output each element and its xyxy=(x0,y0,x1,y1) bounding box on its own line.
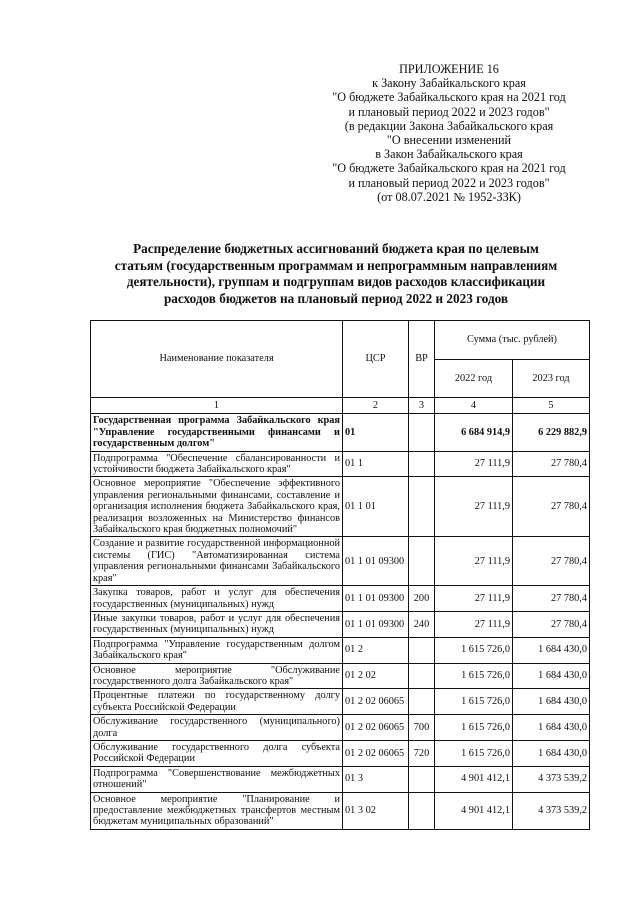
column-number: 2 xyxy=(343,398,409,414)
header-2023: 2023 год xyxy=(513,360,590,398)
appendix-line: ПРИЛОЖЕНИЕ 16 xyxy=(399,62,499,76)
row-2022-cell: 1 615 726,0 xyxy=(435,637,513,663)
row-csr-cell: 01 3 xyxy=(343,766,409,792)
row-2023-cell: 1 684 430,0 xyxy=(513,740,590,766)
row-2022-cell: 1 615 726,0 xyxy=(435,663,513,689)
row-2022-cell: 4 901 412,1 xyxy=(435,766,513,792)
row-name-cell: Подпрограмма "Совершенствование межбюджетных отношений" xyxy=(91,766,343,792)
row-vr-cell xyxy=(409,537,435,586)
row-name-cell: Процентные платежи по государственному долгу субъекта Российской Федерации xyxy=(91,689,343,715)
row-csr-cell: 01 1 xyxy=(343,451,409,477)
header-csr: ЦСР xyxy=(343,321,409,398)
row-2023-cell: 27 780,4 xyxy=(513,451,590,477)
title-line: Распределение бюджетных ассигнований бюджета края по целевым xyxy=(133,241,539,256)
row-2022-cell: 27 111,9 xyxy=(435,477,513,537)
row-2022-cell: 27 111,9 xyxy=(435,537,513,586)
row-vr-cell: 200 xyxy=(409,586,435,612)
row-name-cell: Иные закупки товаров, работ и услуг для обеспечения государственных (муниципальных) нужд xyxy=(91,611,343,637)
row-name-cell: Подпрограмма "Управление государственным долгом Забайкальского края" xyxy=(91,637,343,663)
row-name-cell: Закупка товаров, работ и услуг для обеспечения государственных (муниципальных) нужд xyxy=(91,586,343,612)
row-2023-cell: 27 780,4 xyxy=(513,586,590,612)
appendix-line: в Закон Забайкальского края xyxy=(375,147,523,162)
row-csr-cell: 01 2 02 06065 xyxy=(343,740,409,766)
row-vr-cell xyxy=(409,477,435,537)
row-csr-cell: 01 3 02 xyxy=(343,792,409,829)
budget-table xyxy=(90,320,590,830)
row-vr-cell xyxy=(409,689,435,715)
row-csr-cell: 01 2 02 06065 xyxy=(343,715,409,741)
table-row xyxy=(91,586,590,612)
appendix-line: и плановый период 2022 и 2023 годов" xyxy=(348,175,550,190)
row-2022-cell: 27 111,9 xyxy=(435,611,513,637)
row-csr-cell: 01 1 01 xyxy=(343,477,409,537)
row-2023-cell: 1 684 430,0 xyxy=(513,715,590,741)
row-vr-cell xyxy=(409,766,435,792)
table-row xyxy=(91,689,590,715)
header-vr: ВР xyxy=(409,321,435,398)
appendix-line: к Закону Забайкальского края xyxy=(372,76,526,91)
table-row xyxy=(91,715,590,741)
row-2023-cell: 27 780,4 xyxy=(513,477,590,537)
table-row xyxy=(91,477,590,537)
row-csr-cell: 01 1 01 09300 xyxy=(343,611,409,637)
table-row xyxy=(91,663,590,689)
table-row xyxy=(91,792,590,829)
row-2022-cell: 4 901 412,1 xyxy=(435,792,513,829)
row-name-cell: Государственная программа Забайкальского края "Управление государственными финансами и государственным долгом" xyxy=(91,414,343,451)
row-2023-cell: 4 373 539,2 xyxy=(513,766,590,792)
row-2023-cell: 6 229 882,9 xyxy=(513,414,590,451)
column-number: 1 xyxy=(91,398,343,414)
row-2023-cell: 27 780,4 xyxy=(513,537,590,586)
row-2023-cell: 27 780,4 xyxy=(513,611,590,637)
row-csr-cell: 01 1 01 09300 xyxy=(343,537,409,586)
row-vr-cell xyxy=(409,792,435,829)
appendix-line: (от 08.07.2021 № 1952-ЗЗК) xyxy=(377,189,521,204)
row-2022-cell: 1 615 726,0 xyxy=(435,715,513,741)
column-number: 5 xyxy=(513,398,590,414)
row-vr-cell: 720 xyxy=(409,740,435,766)
row-name-cell: Основное мероприятие "Планирование и предоставление межбюджетных трансфертов местным бюджетам муниципальных образований" xyxy=(91,792,343,829)
title-line: статьям (государственным программам и непрограммным направлениям xyxy=(114,257,558,273)
row-2023-cell: 1 684 430,0 xyxy=(513,663,590,689)
row-csr-cell: 01 2 02 06065 xyxy=(343,689,409,715)
table-row xyxy=(91,766,590,792)
row-name-cell: Обслуживание государственного (муниципального) долга xyxy=(91,715,343,741)
row-name-cell: Создание и развитие государственной информационной системы (ГИС) "Автоматизированная система управления региональными финансами Забайкальского края" xyxy=(91,537,343,586)
appendix-line: и плановый период 2022 и 2023 годов" xyxy=(348,104,550,119)
row-name-cell: Обслуживание государственного долга субъекта Российской Федерации xyxy=(91,740,343,766)
row-2023-cell: 1 684 430,0 xyxy=(513,689,590,715)
row-vr-cell: 700 xyxy=(409,715,435,741)
row-2022-cell: 27 111,9 xyxy=(435,586,513,612)
title-line: деятельности), группам и подгруппам видов расходов классификации xyxy=(126,274,546,290)
row-csr-cell: 01 2 xyxy=(343,637,409,663)
row-vr-cell xyxy=(409,637,435,663)
row-name-cell: Подпрограмма "Обеспечение сбалансированности и устойчивости бюджета Забайкальского края" xyxy=(91,451,343,477)
table-row xyxy=(91,611,590,637)
column-number: 4 xyxy=(435,398,513,414)
appendix-line: "О бюджете Забайкальского края на 2021 год xyxy=(332,161,566,176)
row-vr-cell xyxy=(409,451,435,477)
row-csr-cell: 01 1 01 09300 xyxy=(343,586,409,612)
appendix-line: "О внесении изменений xyxy=(386,133,512,148)
row-csr-cell: 01 2 02 xyxy=(343,663,409,689)
header-sum: Сумма (тыс. рублей) xyxy=(435,321,590,360)
appendix-line: "О бюджете Забайкальского края на 2021 год xyxy=(332,90,566,105)
document-title xyxy=(88,241,584,307)
row-2022-cell: 1 615 726,0 xyxy=(435,740,513,766)
row-vr-cell xyxy=(409,663,435,689)
appendix-header xyxy=(318,62,580,204)
row-2022-cell: 27 111,9 xyxy=(435,451,513,477)
row-2022-cell: 1 615 726,0 xyxy=(435,689,513,715)
table-row xyxy=(91,414,590,451)
header-2022: 2022 год xyxy=(435,360,513,398)
row-2023-cell: 4 373 539,2 xyxy=(513,792,590,829)
table-row xyxy=(91,637,590,663)
table-row xyxy=(91,451,590,477)
table-row xyxy=(91,537,590,586)
column-number: 3 xyxy=(409,398,435,414)
row-name-cell: Основное мероприятие "Обеспечение эффективного управления региональными финансами, составление и организация исполнения бюджета Забайкальского края, реализация возложенных на Министерство финансов Забайкальского края бюджетных полномочий" xyxy=(91,477,343,537)
row-2022-cell: 6 684 914,9 xyxy=(435,414,513,451)
row-name-cell: Основное мероприятие "Обслуживание государственного долга Забайкальского края" xyxy=(91,663,343,689)
row-vr-cell xyxy=(409,414,435,451)
appendix-line: (в редакции Закона Забайкальского края xyxy=(344,118,554,133)
row-vr-cell: 240 xyxy=(409,611,435,637)
table-row xyxy=(91,740,590,766)
row-csr-cell: 01 xyxy=(343,414,409,451)
title-line: расходов бюджетов на плановый период 2022 и 2023 годов xyxy=(163,290,509,306)
row-2023-cell: 1 684 430,0 xyxy=(513,637,590,663)
header-name: Наименование показателя xyxy=(91,321,343,398)
